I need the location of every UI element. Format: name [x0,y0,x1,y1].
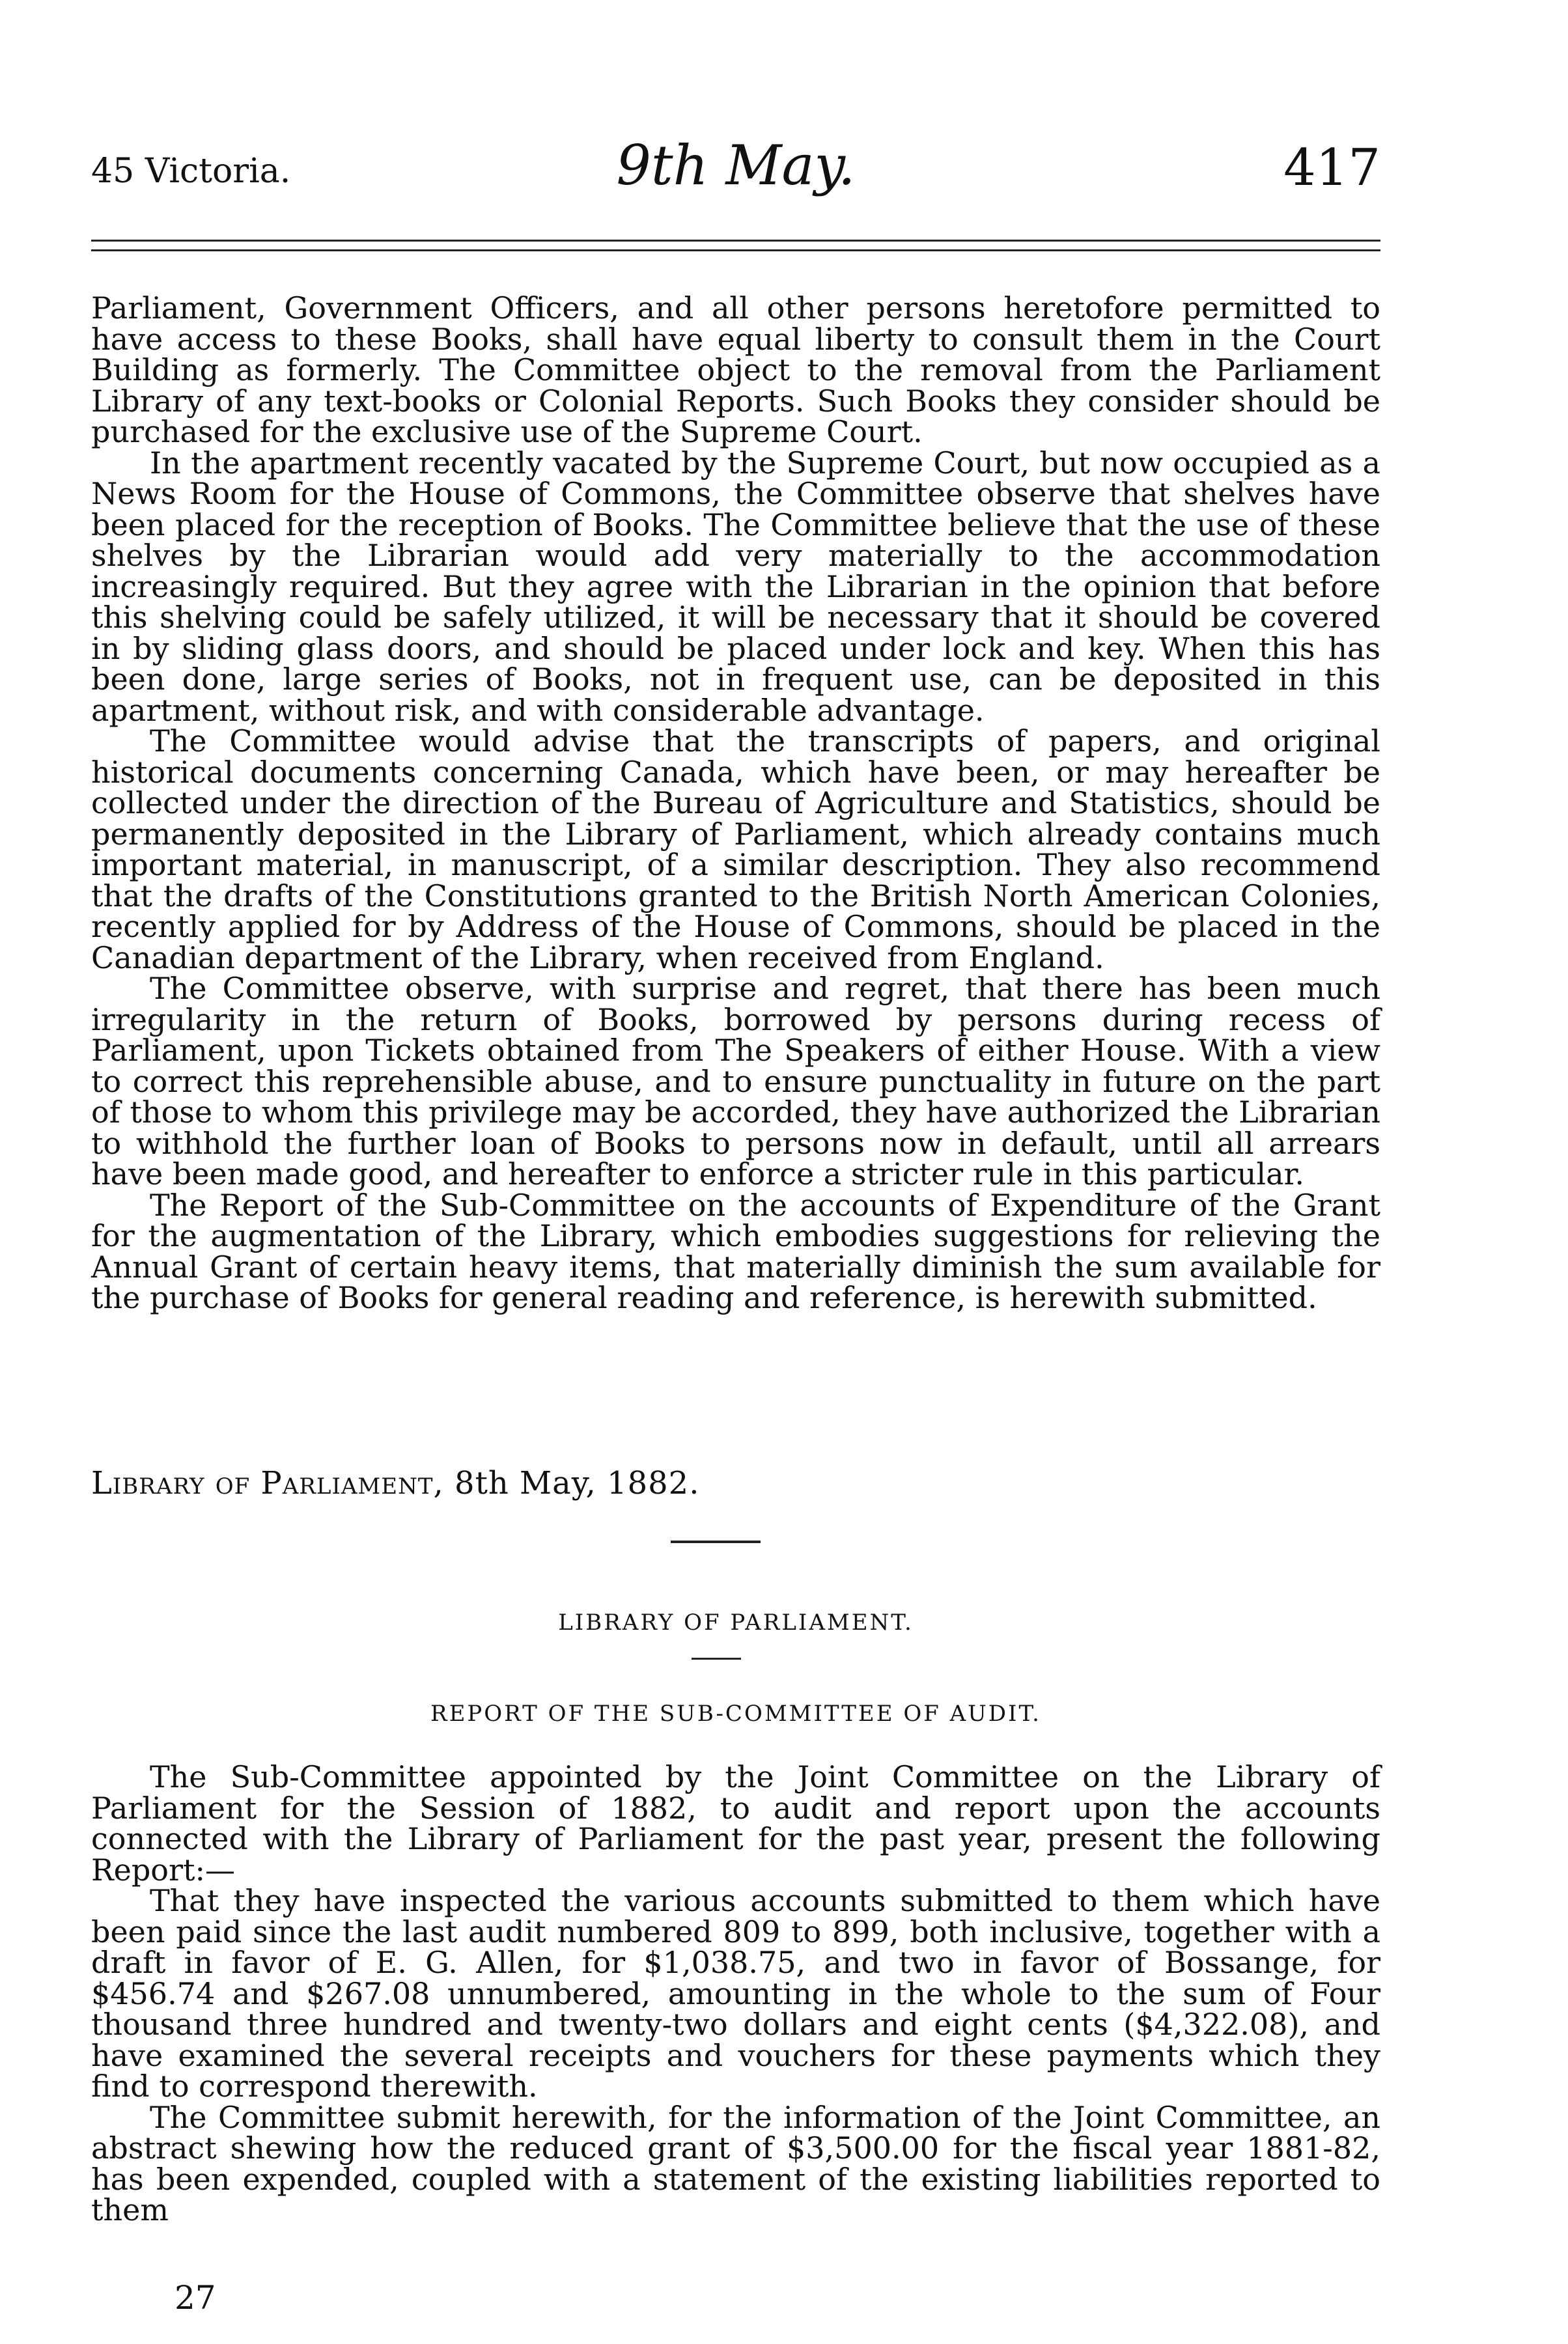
page-number: 417 [1283,139,1380,197]
audit-report-body [91,1759,1380,2227]
committee-report-body [91,290,1380,1315]
section-title: LIBRARY OF PARLIAMENT. [558,1610,914,1636]
title-divider [692,1658,741,1660]
paragraph-audit-accounts: That they have inspected the various accounts submitted to them which have been paid since the last audit numbered 809 to 899, both inclusive, together with a draft in favor of E. G. Allen, for $1,038.75, and two in favor of Bossange, for $456.74 and $267.08 unnumbered, amounting in the whole to the sum of Four thousand three hundred and twenty-two dollars and eight cents ($4,322.08), and have examined the several receipts and vouchers for these payments which they find to correspond therewith. [91,1883,1380,2104]
running-head [91,127,1380,205]
signoff-date: 8th May, 1882. [455,1465,700,1501]
signature-mark: 27 [175,2279,216,2317]
paragraph-sub-committee-report: The Report of the Sub-Committee on the accounts of Expenditure of the Grant for the augmentation of the Library, which embodies suggestions for relieving the Annual Grant of certain heavy items, that materially diminish the sum available for the purchase of Books for general reading and reference, is herewith submitted. [91,1187,1380,1315]
page-date: 9th May. [616,133,856,197]
section-divider [671,1541,761,1543]
paragraph-book-returns: The Committee observe, with surprise and regret, that there has been much irregularity in the return of Books, borrowed by persons during recess of Parliament, upon Tickets obtained from The Speakers of either House. With a view to correct this reprehensible abuse, and to ensure punctuality in future on the part of those to whom this privilege may be accorded, they have authorized the Librarian to withhold the further loan of Books to persons now in default, until all arrears have been made good, and hereafter to enforce a stricter rule in this particular. [91,971,1380,1192]
regnal-year: 45 Victoria. [91,152,291,191]
signoff-line [91,1465,699,1501]
signoff-library: Library of Parliament, [91,1465,444,1501]
paragraph-continued: Parliament, Government Officers, and all other persons heretofore permitted to have access to these Books, shall have equal liberty to consult them in the Court Building as formerly. The Committee object to the removal from the Parliament Library of any text-books or Colonial Reports. Such Books they consider should be purchased for the exclusive use of the Supreme Court. [91,290,1380,449]
paragraph-news-room: In the apartment recently vacated by the Supreme Court, but now occupied as a News Room for the House of Commons, the Committee observe that shelves have been placed for the reception of Books. The Committee believe that the use of these shelves by the Librarian would add very materially to the accommodation increasingly required. But they agree with the Librarian in the opinion that before this shelving could be safely utilized, it will be necessary that it should be covered in by sliding glass doors, and should be placed under lock and key. When this has been done, large series of Books, not in frequent use, can be deposited in this apartment, without risk, and with considerable advantage. [91,445,1380,728]
section-subtitle: REPORT OF THE SUB-COMMITTEE OF AUDIT. [430,1701,1041,1727]
paragraph-audit-intro: The Sub-Committee appointed by the Joint Committee on the Library of Parliament for the Session of 1882, to audit and report upon the accounts connected with the Library of Parliament for the past year, present the following Report:— [91,1759,1380,1888]
header-double-rule [91,240,1380,251]
paragraph-transcripts: The Committee would advise that the transcripts of papers, and original historical documents concerning Canada, which have been, or may hereafter be collected under the direction of the Bureau of Agriculture and Statistics, should be permanently deposited in the Library of Parliament, which already contains much important material, in manuscript, of a similar description. They also recommend that the drafts of the Constitutions granted to the British North American Colonies, recently applied for by Address of the House of Commons, should be placed in the Canadian department of the Library, when received from England. [91,723,1380,975]
paragraph-audit-abstract: The Committee submit herewith, for the information of the Joint Committee, an abstract shewing how the reduced grant of $3,500.00 for the fiscal year 1881-82, has been expended, coupled with a statement of the existing liabilities reported to them [91,2099,1380,2227]
